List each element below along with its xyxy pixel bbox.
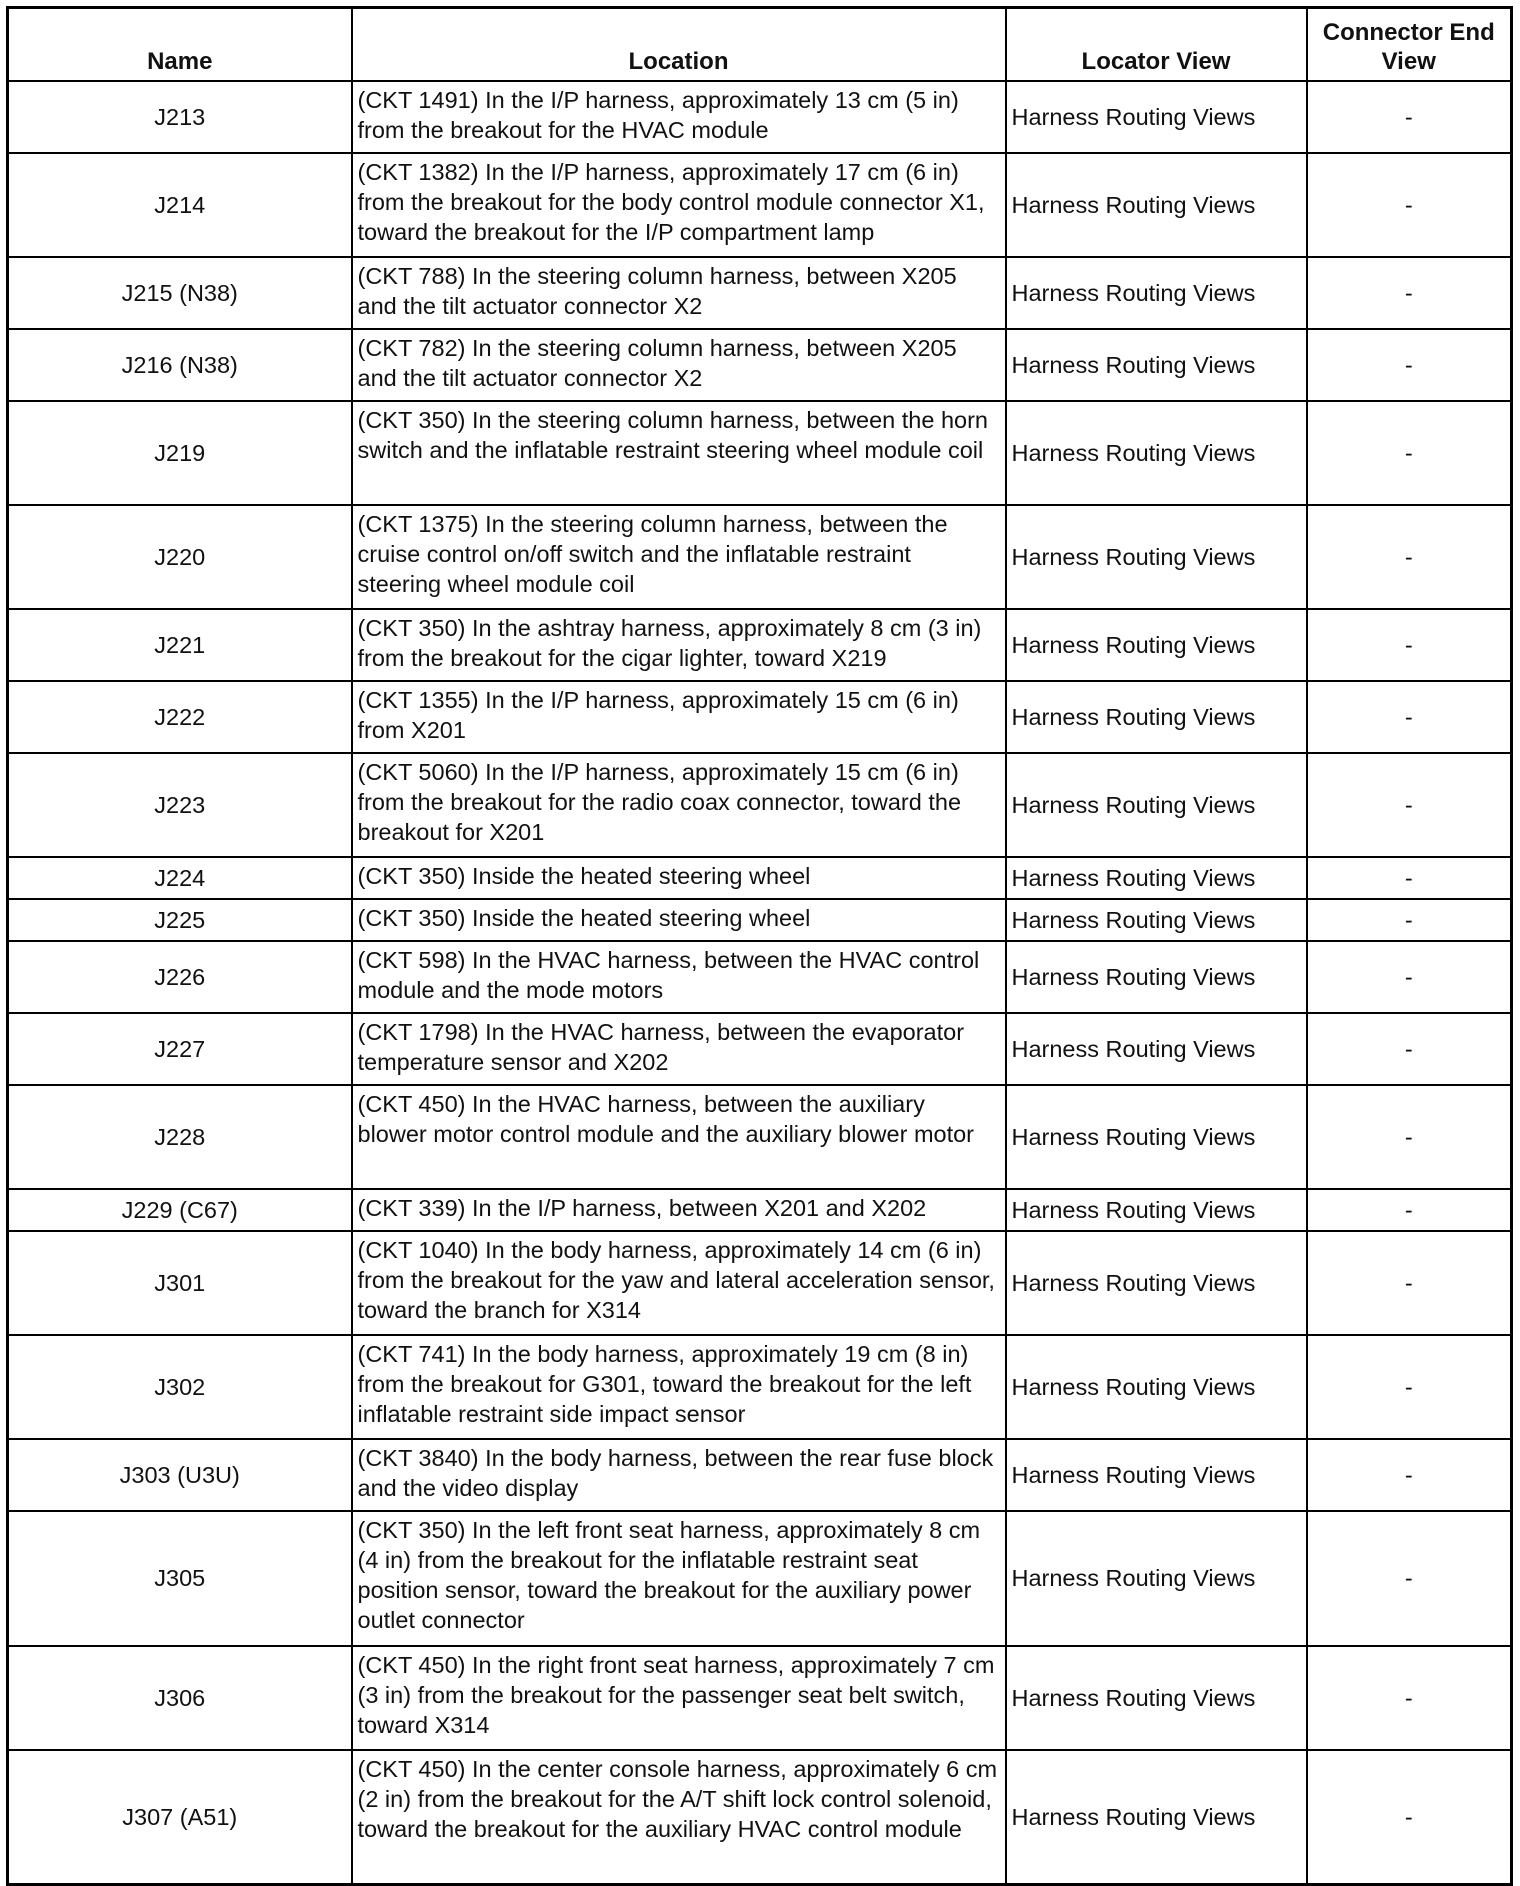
cell-locator-view: Harness Routing Views — [1006, 899, 1307, 941]
cell-connector-end-view: - — [1307, 1511, 1512, 1646]
cell-location: (CKT 350) Inside the heated steering wheel — [352, 899, 1006, 941]
cell-location: (CKT 350) In the left front seat harness, approximately 8 cm (4 in) from the breakout for the inflatable restraint seat position sensor, toward the breakout for the auxiliary power outlet connector — [352, 1511, 1006, 1646]
cell-locator-view: Harness Routing Views — [1006, 857, 1307, 899]
splice-locations-table — [6, 6, 1513, 1886]
cell-name: J223 — [8, 753, 352, 857]
cell-name: J222 — [8, 681, 352, 753]
table-row — [8, 1189, 1512, 1231]
cell-location: (CKT 350) In the steering column harness, between the horn switch and the inflatable restraint steering wheel module coil — [352, 401, 1006, 505]
cell-connector-end-view: - — [1307, 941, 1512, 1013]
cell-name: J301 — [8, 1231, 352, 1335]
cell-connector-end-view: - — [1307, 1013, 1512, 1085]
cell-connector-end-view: - — [1307, 1231, 1512, 1335]
cell-location: (CKT 1491) In the I/P harness, approximately 13 cm (5 in) from the breakout for the HVAC module — [352, 81, 1006, 153]
table-row — [8, 1085, 1512, 1189]
cell-locator-view: Harness Routing Views — [1006, 1439, 1307, 1511]
cell-locator-view: Harness Routing Views — [1006, 1335, 1307, 1439]
header-connector-end-view: Connector End View — [1307, 8, 1512, 81]
cell-location: (CKT 788) In the steering column harness, between X205 and the tilt actuator connector X2 — [352, 257, 1006, 329]
table-row — [8, 329, 1512, 401]
cell-connector-end-view: - — [1307, 257, 1512, 329]
cell-locator-view: Harness Routing Views — [1006, 1013, 1307, 1085]
cell-name: J302 — [8, 1335, 352, 1439]
cell-name: J305 — [8, 1511, 352, 1646]
cell-name: J213 — [8, 81, 352, 153]
cell-location: (CKT 1798) In the HVAC harness, between the evaporator temperature sensor and X202 — [352, 1013, 1006, 1085]
cell-connector-end-view: - — [1307, 1439, 1512, 1511]
cell-connector-end-view: - — [1307, 401, 1512, 505]
cell-location: (CKT 339) In the I/P harness, between X201 and X202 — [352, 1189, 1006, 1231]
table-row — [8, 1511, 1512, 1646]
cell-locator-view: Harness Routing Views — [1006, 257, 1307, 329]
cell-name: J221 — [8, 609, 352, 681]
table-row — [8, 505, 1512, 609]
cell-name: J226 — [8, 941, 352, 1013]
cell-location: (CKT 1355) In the I/P harness, approximately 15 cm (6 in) from X201 — [352, 681, 1006, 753]
cell-location: (CKT 5060) In the I/P harness, approximately 15 cm (6 in) from the breakout for the radio coax connector, toward the breakout for X201 — [352, 753, 1006, 857]
table-row — [8, 681, 1512, 753]
table-row — [8, 401, 1512, 505]
cell-connector-end-view: - — [1307, 1750, 1512, 1885]
cell-connector-end-view: - — [1307, 609, 1512, 681]
cell-location: (CKT 450) In the center console harness, approximately 6 cm (2 in) from the breakout for the A/T shift lock control solenoid, toward the breakout for the auxiliary HVAC control module — [352, 1750, 1006, 1885]
table-row — [8, 257, 1512, 329]
table-row — [8, 753, 1512, 857]
cell-location: (CKT 350) Inside the heated steering wheel — [352, 857, 1006, 899]
cell-locator-view: Harness Routing Views — [1006, 401, 1307, 505]
table-row — [8, 1231, 1512, 1335]
cell-connector-end-view: - — [1307, 1646, 1512, 1750]
table-row — [8, 1335, 1512, 1439]
cell-locator-view: Harness Routing Views — [1006, 753, 1307, 857]
cell-connector-end-view: - — [1307, 753, 1512, 857]
cell-locator-view: Harness Routing Views — [1006, 1511, 1307, 1646]
cell-connector-end-view: - — [1307, 329, 1512, 401]
cell-locator-view: Harness Routing Views — [1006, 941, 1307, 1013]
table-row — [8, 1750, 1512, 1885]
cell-name: J215 (N38) — [8, 257, 352, 329]
header-row — [8, 8, 1512, 81]
cell-locator-view: Harness Routing Views — [1006, 1750, 1307, 1885]
cell-location: (CKT 450) In the HVAC harness, between the auxiliary blower motor control module and the auxiliary blower motor — [352, 1085, 1006, 1189]
cell-name: J227 — [8, 1013, 352, 1085]
cell-location: (CKT 350) In the ashtray harness, approximately 8 cm (3 in) from the breakout for the cigar lighter, toward X219 — [352, 609, 1006, 681]
cell-locator-view: Harness Routing Views — [1006, 329, 1307, 401]
cell-name: J306 — [8, 1646, 352, 1750]
cell-name: J225 — [8, 899, 352, 941]
cell-location: (CKT 1375) In the steering column harness, between the cruise control on/off switch and the inflatable restraint steering wheel module coil — [352, 505, 1006, 609]
cell-location: (CKT 1382) In the I/P harness, approximately 17 cm (6 in) from the breakout for the body control module connector X1, toward the breakout for the I/P compartment lamp — [352, 153, 1006, 257]
cell-location: (CKT 598) In the HVAC harness, between the HVAC control module and the mode motors — [352, 941, 1006, 1013]
cell-connector-end-view: - — [1307, 899, 1512, 941]
cell-locator-view: Harness Routing Views — [1006, 681, 1307, 753]
cell-locator-view: Harness Routing Views — [1006, 1189, 1307, 1231]
cell-locator-view: Harness Routing Views — [1006, 1231, 1307, 1335]
cell-connector-end-view: - — [1307, 1189, 1512, 1231]
cell-name: J219 — [8, 401, 352, 505]
table-row — [8, 941, 1512, 1013]
cell-connector-end-view: - — [1307, 857, 1512, 899]
cell-connector-end-view: - — [1307, 1335, 1512, 1439]
cell-location: (CKT 741) In the body harness, approximately 19 cm (8 in) from the breakout for G301, toward the breakout for the left inflatable restraint side impact sensor — [352, 1335, 1006, 1439]
cell-locator-view: Harness Routing Views — [1006, 505, 1307, 609]
cell-connector-end-view: - — [1307, 153, 1512, 257]
table-row — [8, 899, 1512, 941]
table-row — [8, 153, 1512, 257]
header-name: Name — [8, 8, 352, 81]
table-row — [8, 1646, 1512, 1750]
cell-locator-view: Harness Routing Views — [1006, 81, 1307, 153]
cell-connector-end-view: - — [1307, 505, 1512, 609]
table-body — [8, 81, 1512, 1885]
cell-locator-view: Harness Routing Views — [1006, 1646, 1307, 1750]
cell-name: J214 — [8, 153, 352, 257]
header-location: Location — [352, 8, 1006, 81]
header-locator-view: Locator View — [1006, 8, 1307, 81]
cell-locator-view: Harness Routing Views — [1006, 153, 1307, 257]
cell-connector-end-view: - — [1307, 1085, 1512, 1189]
cell-location: (CKT 1040) In the body harness, approximately 14 cm (6 in) from the breakout for the yaw and lateral acceleration sensor, toward the branch for X314 — [352, 1231, 1006, 1335]
cell-name: J229 (C67) — [8, 1189, 352, 1231]
table-row — [8, 857, 1512, 899]
cell-name: J303 (U3U) — [8, 1439, 352, 1511]
cell-connector-end-view: - — [1307, 681, 1512, 753]
cell-name: J224 — [8, 857, 352, 899]
cell-name: J307 (A51) — [8, 1750, 352, 1885]
cell-name: J216 (N38) — [8, 329, 352, 401]
cell-locator-view: Harness Routing Views — [1006, 609, 1307, 681]
cell-location: (CKT 3840) In the body harness, between the rear fuse block and the video display — [352, 1439, 1006, 1511]
cell-location: (CKT 450) In the right front seat harness, approximately 7 cm (3 in) from the breakout for the passenger seat belt switch, toward X314 — [352, 1646, 1006, 1750]
cell-locator-view: Harness Routing Views — [1006, 1085, 1307, 1189]
cell-connector-end-view: - — [1307, 81, 1512, 153]
cell-name: J228 — [8, 1085, 352, 1189]
cell-location: (CKT 782) In the steering column harness, between X205 and the tilt actuator connector X2 — [352, 329, 1006, 401]
table-row — [8, 609, 1512, 681]
table-row — [8, 1439, 1512, 1511]
table-row — [8, 1013, 1512, 1085]
cell-name: J220 — [8, 505, 352, 609]
table-row — [8, 81, 1512, 153]
